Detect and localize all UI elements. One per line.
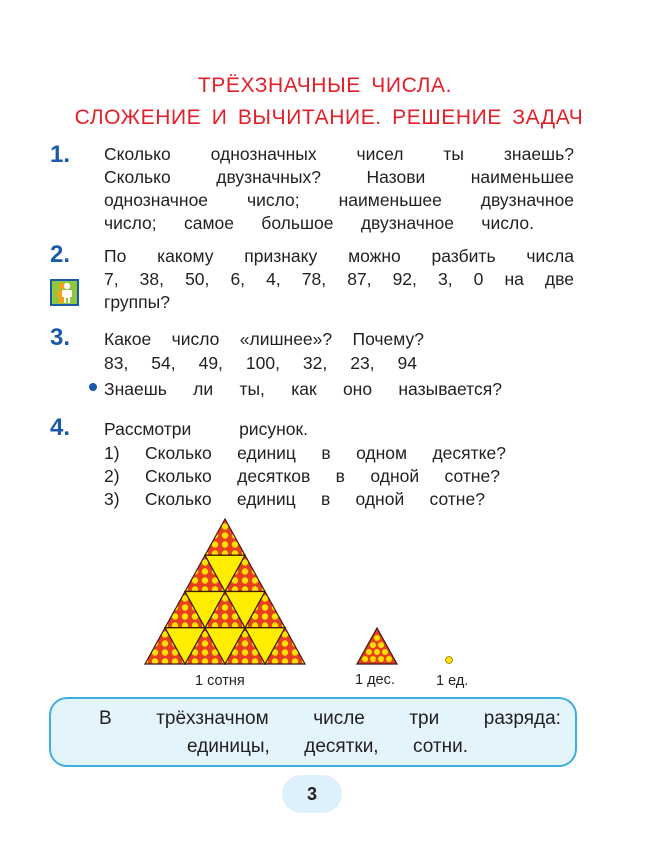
word: Сколько <box>104 167 171 187</box>
word: наименьшее <box>470 167 574 187</box>
word: однозначное <box>104 190 209 210</box>
word: знаешь? <box>503 144 574 164</box>
one-label: 1 ед. <box>436 673 469 689</box>
word: ты <box>443 144 464 164</box>
word: 3) <box>104 489 120 509</box>
word: десятков <box>237 466 311 486</box>
ten-triangle-icon <box>357 628 397 664</box>
task-number-3: 3. <box>50 324 71 351</box>
word: большое <box>261 213 334 233</box>
word: 49, <box>198 353 223 373</box>
section-title-line1: ТРЁХЗНАЧНЫЕ ЧИСЛА. <box>197 74 453 97</box>
word: 1) <box>104 443 120 463</box>
word: двузначное <box>480 190 574 210</box>
task-number-4: 4. <box>50 414 71 441</box>
word: 32, <box>302 353 328 373</box>
word: двузначное <box>360 213 455 233</box>
rule-line2 <box>187 736 468 758</box>
hundred-label: 1 сотня <box>195 673 245 689</box>
word: две <box>544 269 574 289</box>
word: 3, <box>437 269 453 289</box>
word: Сколько <box>144 443 212 463</box>
word: 94 <box>397 353 417 373</box>
word: однозначных <box>210 144 317 164</box>
word: десятке? <box>432 443 506 463</box>
word: числе <box>313 708 365 729</box>
word: в <box>321 443 331 463</box>
word: число <box>171 329 220 349</box>
hundred-triangle-icon <box>145 519 305 664</box>
section-title-line2: СЛОЖЕНИЕ И ВЫЧИТАНИЕ. РЕШЕНИЕ ЗАДАЧ <box>74 106 584 129</box>
word: 50, <box>185 269 210 289</box>
word: в <box>320 489 331 509</box>
task-number-2: 2. <box>50 241 71 268</box>
word: Рассмотри <box>104 419 192 439</box>
word: оно <box>342 379 373 399</box>
word: число. <box>481 213 534 233</box>
unit-dot-icon <box>446 657 453 664</box>
word: в <box>335 466 345 486</box>
word: ты, <box>239 379 265 399</box>
word: одном <box>356 443 408 463</box>
word: 0 <box>473 269 484 289</box>
word: 92, <box>392 269 417 289</box>
word: единиц <box>236 489 296 509</box>
word: 7, <box>104 269 119 289</box>
word: на <box>504 269 524 289</box>
word: число; <box>104 213 157 233</box>
word: 23, <box>350 353 375 373</box>
word: сотни. <box>413 736 468 757</box>
word: сотне? <box>429 489 485 509</box>
word: Сколько <box>104 144 171 164</box>
word: 87, <box>347 269 372 289</box>
word: 38, <box>139 269 164 289</box>
word: разряда: <box>483 708 561 729</box>
word: 6, <box>230 269 246 289</box>
word: одной <box>355 489 405 509</box>
word: трёхзначном <box>156 708 269 729</box>
word: наименьшее <box>338 190 442 210</box>
word: 83, <box>104 353 129 373</box>
word: группы? <box>104 292 170 312</box>
word: Сколько <box>144 489 212 509</box>
word: единицы, <box>187 736 270 757</box>
page-number: 3 <box>282 775 342 813</box>
word: число; <box>247 190 300 210</box>
word: 54, <box>151 353 176 373</box>
word: единиц <box>237 443 296 463</box>
word: рисунок. <box>239 419 308 439</box>
word: Знаешь <box>104 379 167 399</box>
word: числа <box>526 246 574 266</box>
word: Назови <box>366 167 426 187</box>
word: 2) <box>104 466 120 486</box>
word: какому <box>157 246 214 266</box>
task-number-1: 1. <box>50 141 71 168</box>
word: По <box>104 246 127 266</box>
word: 100, <box>245 353 280 373</box>
word: три <box>409 708 440 729</box>
word: 78, <box>301 269 327 289</box>
word: Какое <box>104 329 152 349</box>
word: можно <box>348 246 401 266</box>
word: десятки, <box>304 736 379 757</box>
word: признаку <box>244 246 318 266</box>
ten-label: 1 дес. <box>355 672 395 688</box>
word: В <box>99 708 112 729</box>
word: сотне? <box>444 466 500 486</box>
word: Почему? <box>352 329 424 349</box>
word: называется? <box>398 379 502 399</box>
word: ли <box>193 379 214 399</box>
word: Сколько <box>144 466 212 486</box>
word: одной <box>370 466 420 486</box>
rule-line1 <box>99 708 561 730</box>
word: самое <box>183 213 234 233</box>
word: 4, <box>266 269 281 289</box>
word: двузначных? <box>216 167 321 187</box>
word: «лишнее»? <box>239 329 333 349</box>
word: разбить <box>431 246 496 266</box>
word: чисел <box>356 144 404 164</box>
word: как <box>291 379 317 399</box>
